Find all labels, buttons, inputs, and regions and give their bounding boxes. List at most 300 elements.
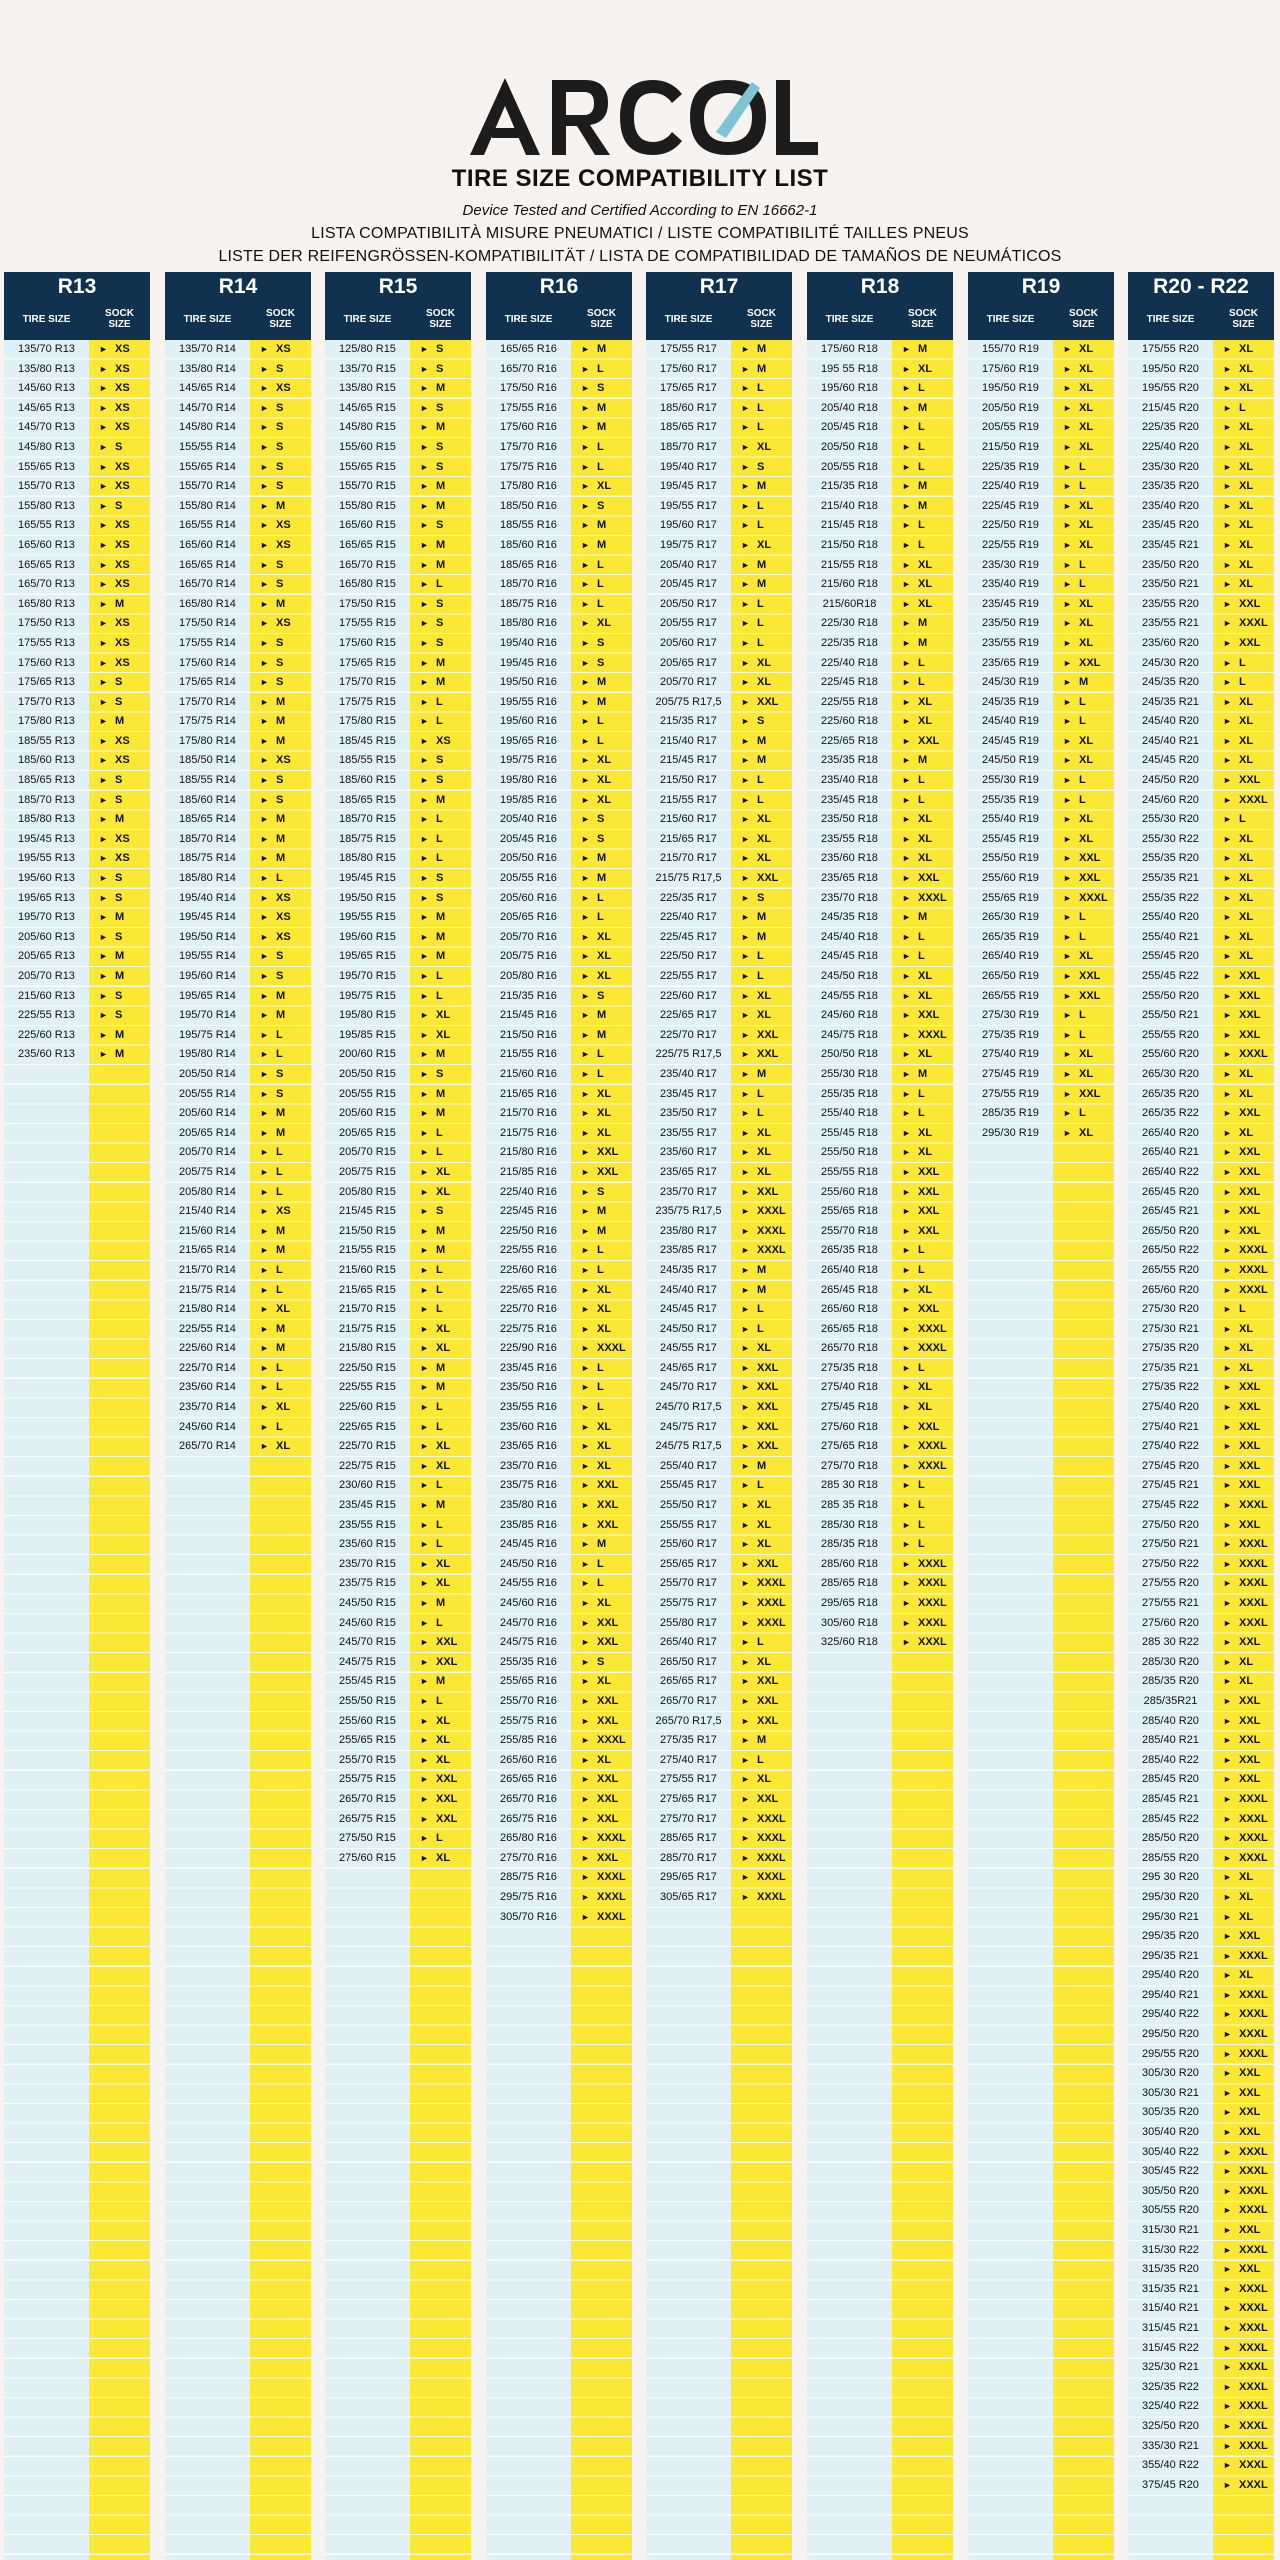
arrow-icon: ► <box>99 500 108 511</box>
sock-size-value: XXXL <box>597 1910 626 1923</box>
tire-size-cell: 285/35R21 <box>1143 1694 1198 1707</box>
table-row <box>1128 458 1274 478</box>
table-row <box>1128 654 1274 674</box>
sock-size-value: S <box>436 519 444 532</box>
sock-size-value: XXL <box>757 872 779 885</box>
table-row <box>325 693 471 713</box>
arrow-icon: ► <box>420 1108 429 1119</box>
sock-size-value: L <box>1239 1303 1246 1316</box>
sock-size-value: XS <box>115 480 130 493</box>
table-row <box>486 1065 632 1085</box>
table-row <box>1128 1653 1274 1673</box>
arrow-icon: ► <box>581 1421 590 1432</box>
table-row <box>486 1006 632 1026</box>
table-row <box>807 830 953 850</box>
sock-size-value: M <box>436 382 446 395</box>
sock-size-value: S <box>276 950 284 963</box>
sock-size-cell <box>892 516 953 536</box>
table-row <box>165 1026 311 1046</box>
table-row <box>325 673 471 693</box>
sock-size-value: L <box>276 1185 283 1198</box>
arrow-icon: ► <box>902 383 911 394</box>
sock-size-cell <box>731 1868 792 1888</box>
arrow-icon: ► <box>1223 2048 1232 2059</box>
arrow-icon: ► <box>581 1206 590 1217</box>
sock-size-cell <box>1213 1437 1274 1457</box>
sock-size-cell <box>410 634 471 654</box>
tire-size-cell: 195/55 R13 <box>18 852 75 865</box>
sock-size-cell <box>571 1437 632 1457</box>
table-row <box>1128 1300 1274 1320</box>
sock-size-cell <box>892 673 953 693</box>
table-row <box>1128 2201 1274 2221</box>
sock-size-value: L <box>918 1263 925 1276</box>
sock-size-cell <box>1213 1947 1274 1967</box>
table-row <box>646 1045 792 1065</box>
arrow-icon: ► <box>902 1166 911 1177</box>
arrow-icon: ► <box>420 1049 429 1060</box>
sock-size-value: XXXL <box>597 1832 626 1845</box>
sock-size-cell <box>1213 1496 1274 1516</box>
sock-size-cell <box>731 360 792 380</box>
sock-size-value: M <box>757 911 767 924</box>
arrow-icon: ► <box>1223 833 1232 844</box>
sock-size-value: M <box>115 813 125 826</box>
sock-size-cell <box>410 1104 471 1124</box>
tire-size-cell: 255/40 R18 <box>821 1107 878 1120</box>
sock-size-cell <box>892 1065 953 1085</box>
sock-size-cell <box>571 418 632 438</box>
sock-size-value: XL <box>1079 1067 1094 1080</box>
sock-size-value: XXL <box>918 1224 940 1237</box>
arrow-icon: ► <box>741 1029 750 1040</box>
column-header <box>325 272 471 340</box>
arrow-icon: ► <box>1223 775 1232 786</box>
arrow-icon: ► <box>1223 559 1232 570</box>
column-title: R13 <box>57 275 97 298</box>
sock-size-cell <box>410 1810 471 1830</box>
table-row <box>646 830 792 850</box>
tire-size-cell: 205/65 R16 <box>500 911 557 924</box>
sock-size-cell <box>410 458 471 478</box>
sock-size-cell <box>892 830 953 850</box>
arrow-icon: ► <box>741 735 750 746</box>
sock-size-value: XL <box>1239 1910 1254 1923</box>
table-row <box>968 1124 1114 1144</box>
sock-size-value: M <box>597 1009 607 1022</box>
arrow-icon: ► <box>581 363 590 374</box>
tire-size-cell: 235/45 R18 <box>821 793 878 806</box>
tire-size-cell: 195/45 R15 <box>339 872 396 885</box>
sock-size-value: M <box>436 558 446 571</box>
arrow-icon: ► <box>581 1911 590 1922</box>
table-row <box>486 458 632 478</box>
sock-size-cell <box>250 1045 311 1065</box>
sock-size-cell <box>571 1535 632 1555</box>
sock-size-value: S <box>115 676 123 689</box>
sock-size-cell <box>1213 2162 1274 2182</box>
table-row <box>325 1457 471 1477</box>
arrow-icon: ► <box>741 1460 750 1471</box>
tire-size-cell: 155/60 R15 <box>339 440 396 453</box>
tire-size-cell: 185/75 R15 <box>339 832 396 845</box>
tire-size-cell: 275/55 R19 <box>982 1087 1039 1100</box>
table-row <box>165 1418 311 1438</box>
sock-size-value: XL <box>436 1342 451 1355</box>
sock-size-cell <box>731 1614 792 1634</box>
sock-size-cell <box>1053 379 1114 399</box>
arrow-icon: ► <box>420 716 429 727</box>
arrow-icon: ► <box>260 755 269 766</box>
arrow-icon: ► <box>420 1715 429 1726</box>
sock-size-value: XL <box>918 1381 933 1394</box>
table-row <box>1128 2397 1274 2417</box>
sock-size-cell <box>410 1261 471 1281</box>
table-row <box>1128 693 1274 713</box>
tire-size-cell: 185/50 R14 <box>179 754 236 767</box>
sock-size-cell <box>571 1320 632 1340</box>
table-row <box>646 810 792 830</box>
sock-size-cell <box>250 1163 311 1183</box>
arrow-icon: ► <box>581 1225 590 1236</box>
table-row <box>1128 516 1274 536</box>
arrow-icon: ► <box>741 696 750 707</box>
arrow-icon: ► <box>581 1578 590 1589</box>
sock-size-cell <box>410 1045 471 1065</box>
sock-size-cell <box>1053 634 1114 654</box>
arrow-icon: ► <box>1223 1264 1232 1275</box>
sock-size-header: SOCK SIZE <box>1069 308 1098 330</box>
tire-size-cell: 205/55 R16 <box>500 872 557 885</box>
tire-size-cell: 155/65 R13 <box>18 460 75 473</box>
tire-size-cell: 175/70 R13 <box>18 695 75 708</box>
table-row <box>325 634 471 654</box>
sock-size-cell <box>410 1692 471 1712</box>
sock-size-cell <box>1213 2064 1274 2084</box>
sock-size-cell <box>1213 1516 1274 1536</box>
arrow-icon: ► <box>581 912 590 923</box>
sock-size-value: XL <box>757 813 772 826</box>
sock-size-cell <box>1213 1810 1274 1830</box>
arrow-icon: ► <box>902 1186 911 1197</box>
sock-size-cell <box>89 830 150 850</box>
sock-size-cell <box>250 458 311 478</box>
sock-size-cell <box>892 693 953 713</box>
sock-size-cell <box>571 1476 632 1496</box>
sock-size-value: XL <box>1079 832 1094 845</box>
sock-size-value: XXL <box>757 1792 779 1805</box>
table-row <box>1128 1045 1274 1065</box>
arrow-icon: ► <box>99 363 108 374</box>
sock-size-value: XXL <box>1079 989 1101 1002</box>
tire-size-cell: 195/65 R15 <box>339 950 396 963</box>
table-row <box>325 1535 471 1555</box>
sock-size-value: XL <box>1239 872 1254 885</box>
tire-size-cell: 275/40 R19 <box>982 1048 1039 1061</box>
sock-size-cell <box>731 712 792 732</box>
tire-size-cell: 235/70 R14 <box>179 1401 236 1414</box>
sock-size-cell <box>571 1751 632 1771</box>
tire-size-cell: 325/60 R18 <box>821 1636 878 1649</box>
sock-size-value: XXXL <box>918 1636 947 1649</box>
tire-size-cell: 215/60 R16 <box>500 1067 557 1080</box>
table-row <box>486 1516 632 1536</box>
arrow-icon: ► <box>1223 912 1232 923</box>
sock-size-value: S <box>757 715 765 728</box>
tire-size-cell: 275/35 R17 <box>660 1734 717 1747</box>
table-row <box>968 516 1114 536</box>
sock-size-cell <box>731 771 792 791</box>
sock-size-cell <box>731 732 792 752</box>
sock-size-cell <box>1213 360 1274 380</box>
tire-size-cell: 175/80 R15 <box>339 715 396 728</box>
tire-size-cell: 235/60 R13 <box>18 1048 75 1061</box>
table-row <box>1128 1418 1274 1438</box>
arrow-icon: ► <box>1223 579 1232 590</box>
arrow-icon: ► <box>902 716 911 727</box>
sock-size-value: XL <box>1079 538 1094 551</box>
tire-size-cell: 155/80 R14 <box>179 499 236 512</box>
tire-size-cell: 155/65 R14 <box>179 460 236 473</box>
sock-size-value: M <box>436 1381 446 1394</box>
sock-size-cell <box>731 556 792 576</box>
tire-size-cell: 265/45 R20 <box>1142 1185 1199 1198</box>
sock-size-cell <box>892 1418 953 1438</box>
sock-size-cell <box>1213 2378 1274 2398</box>
sock-size-cell <box>731 516 792 536</box>
arrow-icon: ► <box>260 1343 269 1354</box>
arrow-icon: ► <box>1223 1127 1232 1138</box>
table-row <box>968 810 1114 830</box>
table-row <box>807 556 953 576</box>
arrow-icon: ► <box>260 1264 269 1275</box>
sock-size-cell <box>410 732 471 752</box>
sock-size-cell <box>731 1281 792 1301</box>
tire-size-cell: 245/75 R17,5 <box>655 1440 722 1453</box>
table-row <box>807 1359 953 1379</box>
sock-size-cell <box>1213 869 1274 889</box>
table-row <box>165 1045 311 1065</box>
arrow-icon: ► <box>1063 1010 1072 1021</box>
sock-size-value: XXXL <box>757 1577 786 1590</box>
table-row <box>165 1339 311 1359</box>
sock-size-value: S <box>276 421 284 434</box>
tire-size-cell: 285 30 R18 <box>821 1479 878 1492</box>
arrow-icon: ► <box>741 1206 750 1217</box>
column-body <box>165 340 311 2560</box>
sock-size-value: XL <box>597 1675 612 1688</box>
tire-size-cell: 275/35 R18 <box>821 1361 878 1374</box>
sock-size-cell <box>1053 1085 1114 1105</box>
sock-size-cell <box>731 1183 792 1203</box>
arrow-icon: ► <box>1223 716 1232 727</box>
sock-size-cell <box>410 1202 471 1222</box>
arrow-icon: ► <box>581 971 590 981</box>
sock-size-cell <box>89 1045 150 1065</box>
column-body <box>4 340 150 2560</box>
arrow-icon: ► <box>99 990 108 1001</box>
sock-size-cell <box>410 536 471 556</box>
table-row <box>325 1104 471 1124</box>
table-row <box>325 360 471 380</box>
table-row <box>486 1339 632 1359</box>
sock-size-cell <box>892 614 953 634</box>
sock-size-cell <box>731 595 792 615</box>
sock-size-cell <box>1213 340 1274 360</box>
table-row <box>807 1320 953 1340</box>
sock-size-value: L <box>276 1283 283 1296</box>
tire-size-cell: 225/75 R15 <box>339 1459 396 1472</box>
sock-size-value: L <box>1079 930 1086 943</box>
sock-size-cell <box>1213 438 1274 458</box>
sock-size-cell <box>1213 2084 1274 2104</box>
arrow-icon: ► <box>581 1127 590 1138</box>
sock-size-value: XL <box>436 1440 451 1453</box>
sock-size-value: XL <box>757 1009 772 1022</box>
tire-size-cell: 255/40 R21 <box>1142 930 1199 943</box>
sock-size-value: XL <box>1079 734 1094 747</box>
sock-size-value: L <box>1079 793 1086 806</box>
sock-size-value: XXL <box>1239 2126 1261 2139</box>
sock-size-value: L <box>436 813 443 826</box>
table-row <box>165 849 311 869</box>
sock-size-cell <box>731 967 792 987</box>
arrow-icon: ► <box>581 1833 590 1844</box>
sock-size-cell <box>1213 771 1274 791</box>
table-row <box>1128 1770 1274 1790</box>
table-row <box>807 1555 953 1575</box>
tire-size-cell: 215/45 R15 <box>339 1205 396 1218</box>
tire-size-cell: 185/65 R13 <box>18 774 75 787</box>
sock-size-cell <box>892 908 953 928</box>
sock-size-cell <box>410 1241 471 1261</box>
sock-size-value: M <box>597 519 607 532</box>
sock-size-cell <box>1213 2123 1274 2143</box>
tire-size-cell: 275/65 R18 <box>821 1440 878 1453</box>
sock-size-value: L <box>757 1636 764 1649</box>
tire-size-cell: 245/65 R17 <box>660 1361 717 1374</box>
arrow-icon: ► <box>741 1245 750 1256</box>
arrow-icon: ► <box>902 1284 911 1295</box>
table-row <box>486 1457 632 1477</box>
table-row <box>646 1241 792 1261</box>
table-row <box>165 1143 311 1163</box>
sock-size-value: XXL <box>918 1303 940 1316</box>
arrow-icon: ► <box>420 422 429 433</box>
tire-size-cell: 355/40 R22 <box>1142 2459 1199 2472</box>
sock-size-cell <box>731 908 792 928</box>
sock-size-value: XXL <box>1239 1401 1261 1414</box>
sock-size-cell <box>571 1222 632 1242</box>
sock-size-value: L <box>276 1048 283 1061</box>
table-row <box>968 634 1114 654</box>
sock-size-value: XXXL <box>1239 2400 1268 2413</box>
table-row <box>325 1810 471 1830</box>
arrow-icon: ► <box>1223 971 1232 981</box>
arrow-icon: ► <box>741 1480 750 1491</box>
arrow-icon: ► <box>260 833 269 844</box>
sock-size-cell <box>1053 1045 1114 1065</box>
arrow-icon: ► <box>420 1460 429 1471</box>
table-row <box>807 497 953 517</box>
sock-size-cell <box>731 1006 792 1026</box>
sock-size-value: M <box>276 715 286 728</box>
sock-size-cell <box>1213 987 1274 1007</box>
arrow-icon: ► <box>420 637 429 648</box>
tire-size-cell: 195/55 R14 <box>179 950 236 963</box>
sock-size-cell <box>1213 497 1274 517</box>
tire-size-cell: 295/40 R22 <box>1142 2008 1199 2021</box>
table-row <box>325 1281 471 1301</box>
arrow-icon: ► <box>260 735 269 746</box>
arrow-icon: ► <box>1223 2087 1232 2098</box>
size-rows <box>1128 340 1274 2560</box>
tire-size-cell: 205/55 R15 <box>339 1087 396 1100</box>
table-row <box>968 869 1114 889</box>
arrow-icon: ► <box>1063 696 1072 707</box>
tire-size-cell: 215/45 R18 <box>821 519 878 532</box>
sock-size-value: XL <box>918 1126 933 1139</box>
sock-size-cell <box>571 1339 632 1359</box>
sock-size-cell <box>1213 595 1274 615</box>
tire-size-cell: 235/30 R20 <box>1142 460 1199 473</box>
sock-size-value: L <box>436 1616 443 1629</box>
sock-size-value: XXXL <box>757 1224 786 1237</box>
table-row <box>1128 536 1274 556</box>
table-row <box>807 575 953 595</box>
sock-size-value: M <box>757 1734 767 1747</box>
sock-size-value: XL <box>436 1714 451 1727</box>
arrow-icon: ► <box>902 1304 911 1315</box>
arrow-icon: ► <box>581 716 590 727</box>
sock-size-cell <box>731 1241 792 1261</box>
arrow-icon: ► <box>581 520 590 531</box>
sock-size-value: XL <box>1079 1126 1094 1139</box>
arrow-icon: ► <box>260 1402 269 1413</box>
table-row <box>325 1574 471 1594</box>
sock-size-value: M <box>597 421 607 434</box>
sock-size-value: XL <box>597 1459 612 1472</box>
sock-size-value: XL <box>1239 440 1254 453</box>
tire-size-cell: 205/60 R14 <box>179 1107 236 1120</box>
sock-size-cell <box>1053 340 1114 360</box>
arrow-icon: ► <box>260 559 269 570</box>
tire-size-cell: 295 30 R20 <box>1142 1871 1199 1884</box>
sock-size-cell <box>892 1535 953 1555</box>
sock-size-value: XXL <box>1079 852 1101 865</box>
tire-size-cell: 195/60 R13 <box>18 872 75 885</box>
sock-size-cell <box>89 360 150 380</box>
sock-size-value: L <box>757 970 764 982</box>
arrow-icon: ► <box>420 441 429 452</box>
arrow-icon: ► <box>741 1676 750 1687</box>
tire-size-cell: 185/60 R14 <box>179 793 236 806</box>
table-row <box>1128 2025 1274 2045</box>
column-title: R14 <box>218 275 258 298</box>
sock-size-cell <box>1213 536 1274 556</box>
tire-size-cell: 195/40 R14 <box>179 891 236 904</box>
arrow-icon: ► <box>902 1206 911 1217</box>
tire-size-cell: 265/40 R19 <box>982 950 1039 963</box>
sock-size-value: XL <box>1239 1969 1254 1982</box>
table-row <box>646 1457 792 1477</box>
arrow-icon: ► <box>1223 402 1232 413</box>
table-row <box>325 654 471 674</box>
sock-size-value: XXL <box>757 1381 779 1394</box>
sock-size-cell <box>731 1770 792 1790</box>
sock-size-value: XXXL <box>918 1597 947 1609</box>
page-title: TIRE SIZE COMPATIBILITY LIST <box>451 165 829 192</box>
